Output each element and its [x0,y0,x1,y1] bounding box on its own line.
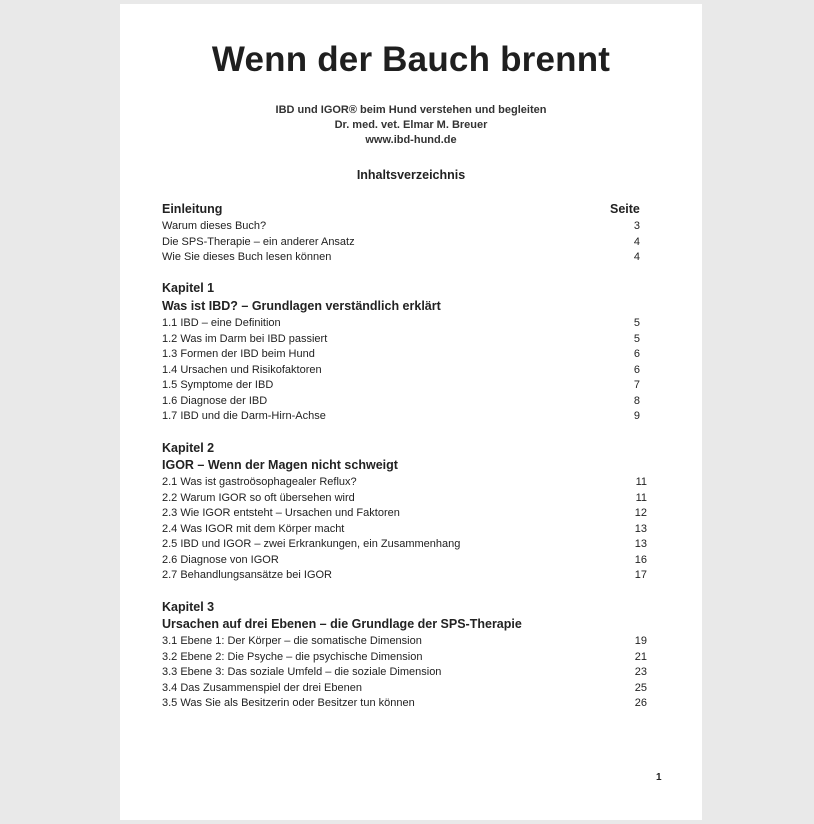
page-number: 1 [656,772,662,783]
toc-page-number: 26 [634,697,647,709]
toc-page-number: 25 [634,681,647,694]
toc-page-number: 13 [634,522,647,535]
seite-column-label: Seite [610,202,640,216]
toc-entry: 1.4 Ursachen und Risikofaktoren [162,363,322,376]
toc-page-number: 6 [633,348,640,360]
toc-entry: Die SPS-Therapie – ein anderer Ansatz [162,235,355,248]
toc-page-number: 6 [633,363,640,376]
toc-page-number: 19 [634,635,647,647]
document-title: Wenn der Bauch brennt [211,40,611,79]
toc-page-number: 17 [634,569,647,581]
intro-heading: Einleitung [162,202,223,216]
toc-entry: 2.5 IBD und IGOR – zwei Erkrankungen, ein Zusammenhang [162,538,461,550]
toc-entry: 3.2 Ebene 2: Die Psyche – die psychische Dimension [162,650,423,663]
toc-page-number: 7 [633,379,640,391]
toc-page-number: 8 [633,394,640,407]
toc-page-number: 4 [633,251,640,263]
toc-entry: 2.2 Warum IGOR so oft übersehen wird [162,491,355,504]
chapter1-title: Was ist IBD? – Grundlagen verständlich erklärt [162,299,441,313]
toc-page-number: 5 [633,317,640,329]
toc-page-number: 9 [633,410,640,422]
toc-entry: 3.5 Was Sie als Besitzerin oder Besitzer tun können [162,697,415,709]
toc-entry: 1.1 IBD – eine Definition [162,317,281,329]
toc-entry: 2.6 Diagnose von IGOR [162,553,279,566]
toc-page-number: 5 [633,332,640,345]
toc-entry: 3.3 Ebene 3: Das soziale Umfeld – die soziale Dimension [162,666,442,678]
toc-entry: 1.7 IBD und die Darm-Hirn-Achse [162,410,326,422]
toc-entry: 2.1 Was ist gastroösophagealer Reflux? [162,476,357,488]
toc-entry: 2.7 Behandlungsansätze bei IGOR [162,569,333,581]
toc-entry: 3.4 Das Zusammenspiel der drei Ebenen [162,681,362,694]
chapter3-title: Ursachen auf drei Ebenen – die Grundlage der SPS-Therapie [162,617,522,631]
toc-page-number: 12 [634,507,647,519]
toc-page-number: 13 [634,538,647,550]
toc-page-number: 11 [635,476,647,488]
toc-page-number: 23 [634,666,647,678]
toc-entry: Warum dieses Buch? [162,220,267,232]
chapter2-title: IGOR – Wenn der Magen nicht schweigt [162,458,398,472]
toc-entry: Wie Sie dieses Buch lesen können [162,251,332,263]
chapter3-label: Kapitel 3 [162,600,215,614]
toc-page-number: 11 [635,491,647,504]
toc-entry: 2.4 Was IGOR mit dem Körper macht [162,522,345,535]
document-author: Dr. med. vet. Elmar M. Breuer [334,119,488,131]
toc-page-number: 21 [634,650,647,663]
chapter2-label: Kapitel 2 [162,441,215,455]
toc-entry: 1.5 Symptome der IBD [162,379,274,391]
toc-page-number: 4 [633,235,640,248]
toc-entry: 1.2 Was im Darm bei IBD passiert [162,332,328,345]
chapter1-label: Kapitel 1 [162,281,215,295]
toc-page-number: 16 [634,553,647,566]
document-subtitle: IBD und IGOR® beim Hund verstehen und begleiten [275,104,547,116]
document-page [120,4,702,820]
toc-entry: 1.3 Formen der IBD beim Hund [162,348,315,360]
toc-entry: 2.3 Wie IGOR entsteht – Ursachen und Faktoren [162,507,400,519]
toc-entry: 1.6 Diagnose der IBD [162,394,268,407]
toc-entry: 3.1 Ebene 1: Der Körper – die somatische Dimension [162,635,422,647]
document-website: www.ibd-hund.de [365,134,457,146]
toc-page-number: 3 [633,220,640,232]
toc-heading: Inhaltsverzeichnis [356,168,466,182]
